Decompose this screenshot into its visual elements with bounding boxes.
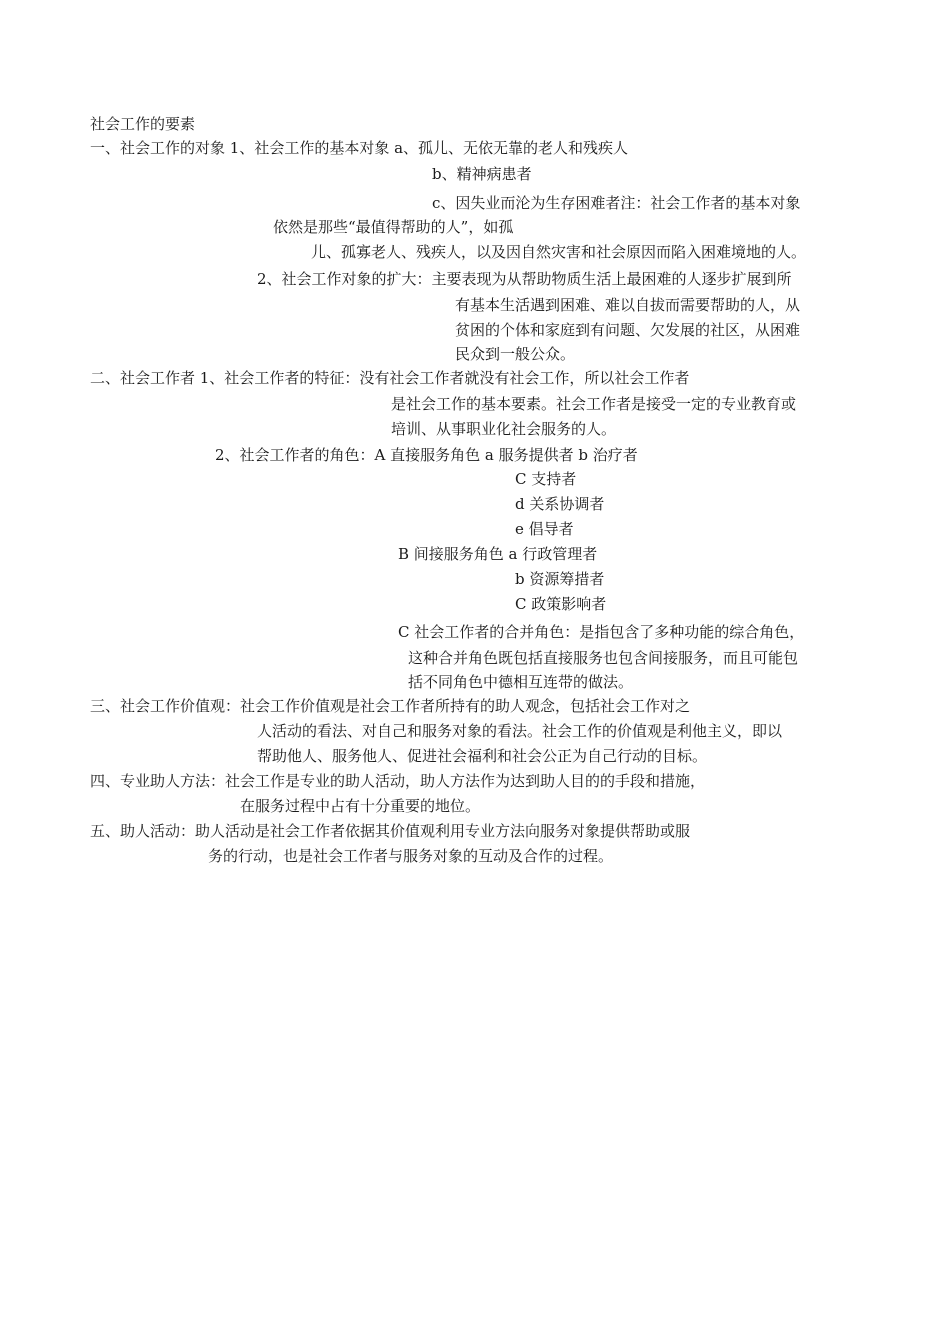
document-title: 社会工作的要素 <box>90 115 196 133</box>
text-line: b、精神病患者 <box>432 165 532 183</box>
text-line: 在服务过程中占有十分重要的地位。 <box>240 797 481 815</box>
text-line: B 间接服务角色 a 行政管理者 <box>398 545 598 563</box>
text-line: 2、社会工作者的角色：A 直接服务角色 a 服务提供者 b 治疗者 <box>215 446 638 464</box>
text-line: d 关系协调者 <box>515 495 605 513</box>
text-line: 儿、孤寡老人、残疾人，以及因自然灾害和社会原因而陷入困难境地的人。 <box>311 243 807 261</box>
text-line: 民众到一般公众。 <box>455 345 576 363</box>
text-line: 2、社会工作对象的扩大：主要表现为从帮助物质生活上最困难的人逐步扩展到所 <box>257 270 792 288</box>
text-line: 三、社会工作价值观：社会工作价值观是社会工作者所持有的助人观念，包括社会工作对之 <box>90 697 691 715</box>
text-line: 有基本生活遇到困难、难以自拔而需要帮助的人，从 <box>455 296 801 314</box>
text-line: 依然是那些“最值得帮助的人”，如孤 <box>273 218 514 236</box>
text-line: 这种合并角色既包括直接服务也包含间接服务，而且可能包 <box>408 649 799 667</box>
text-line: C 支持者 <box>515 470 577 488</box>
text-line: 贫困的个体和家庭到有问题、欠发展的社区，从困难 <box>455 321 801 339</box>
text-line: 五、助人活动：助人活动是社会工作者依据其价值观利用专业方法向服务对象提供帮助或服 <box>90 822 691 840</box>
text-line: 是社会工作的基本要素。社会工作者是接受一定的专业教育或 <box>391 395 797 413</box>
text-line: 括不同角色中德相互连带的做法。 <box>408 673 634 691</box>
text-line: C 社会工作者的合并角色：是指包含了多种功能的综合角色， <box>398 623 805 641</box>
text-line: 二、社会工作者 1、社会工作者的特征：没有社会工作者就没有社会工作，所以社会工作者 <box>90 369 690 387</box>
text-line: 帮助他人、服务他人、促进社会福利和社会公正为自己行动的目标。 <box>257 747 708 765</box>
text-line: 人活动的看法、对自己和服务对象的看法。社会工作的价值观是利他主义，即以 <box>257 722 783 740</box>
text-line: 务的行动，也是社会工作者与服务对象的互动及合作的过程。 <box>208 847 614 865</box>
text-line: e 倡导者 <box>515 520 574 538</box>
text-line: C 政策影响者 <box>515 595 607 613</box>
text-line: c、因失业而沦为生存困难者注：社会工作者的基本对象 <box>432 194 801 212</box>
text-line: 四、专业助人方法：社会工作是专业的助人活动，助人方法作为达到助人目的的手段和措施， <box>90 772 706 790</box>
text-line: 培训、从事职业化社会服务的人。 <box>391 420 617 438</box>
text-line: 一、社会工作的对象 1、社会工作的基本对象 a、孤儿、无依无靠的老人和残疾人 <box>90 139 629 157</box>
text-line: b 资源筹措者 <box>515 570 605 588</box>
